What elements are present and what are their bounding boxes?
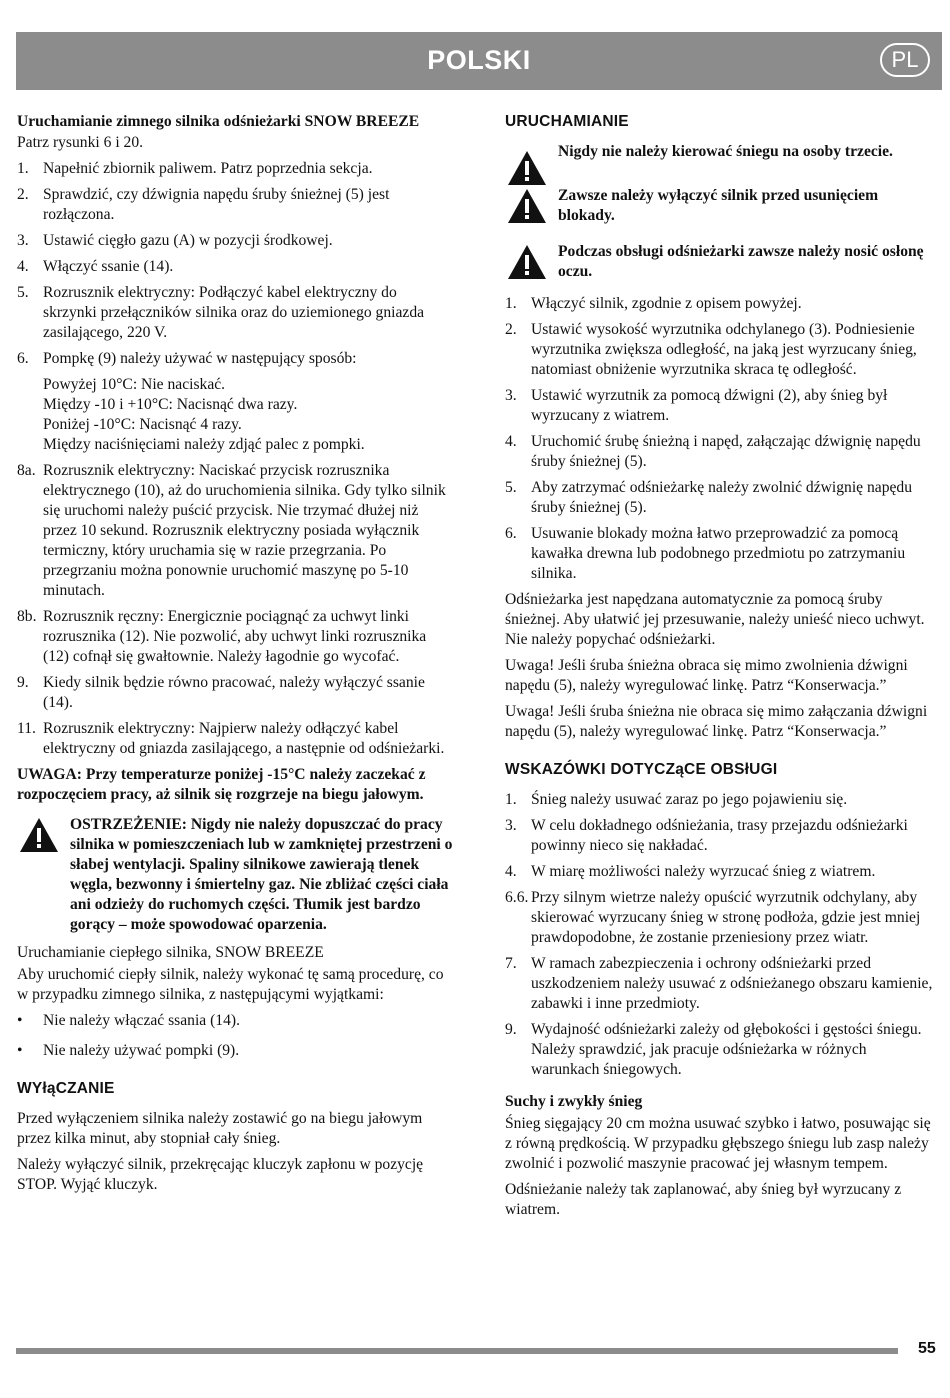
- bullet-item: • Nie należy włączać ssania (14).: [17, 1012, 240, 1029]
- warning-block: Podczas obsługi odśnieżarki zawsze należy nosić osłonę oczu.: [505, 242, 938, 286]
- list-item: 1. Śnieg należy usuwać zaraz po jego pojawieniu się.: [505, 791, 848, 808]
- list-item: 7. W ramach zabezpieczenia i ochrony odśnieżarki przed uszkodzeniem należy usuwać z odśnieżanego obszaru kamienie, zabawki i inne przedmioty.: [505, 955, 933, 1012]
- list-item: 6.6. Przy silnym wietrze należy opuścić wyrzutnik odchylany, aby skierować wyrzucany śnieg w stronę podłoża, gdzie jest mniej prawdopodobne, że zostanie przeniesiony przez wiatr.: [505, 889, 921, 946]
- right-column: [505, 112, 938, 1226]
- tips-heading: WSKAZÓWKI DOTYCZąCE OBSłUGI: [505, 761, 778, 778]
- dry-snow-paragraph: Śnieg sięgający 20 cm można usuwać szybko i łatwo, posuwając się z równą prędkością. W przypadku głębszego śniegu lub zasp należy zwolnić i pozwolić maszynie pracować jej własnym tempem.: [505, 1115, 931, 1172]
- shutdown-paragraph: Przed wyłączeniem silnika należy zostawić go na biegu jałowym przez kilka minut, aby stopniał cały śnieg.: [17, 1110, 423, 1147]
- run-paragraph: Uwaga! Jeśli śruba śnieżna obraca się mimo zwolnienia dźwigni napędu (5), należy wyregulować linkę. Patrz “Konserwacja.”: [505, 657, 908, 694]
- warning-icon: [507, 188, 547, 224]
- left-column: [17, 112, 453, 1201]
- dry-snow-paragraph: Odśnieżanie należy tak zaplanować, aby śnieg był wyrzucany z wiatrem.: [505, 1181, 902, 1218]
- warm-start-heading: Uruchamianie ciepłego silnika, SNOW BREEZE: [17, 944, 324, 961]
- warning-icon: [507, 244, 547, 280]
- run-heading: URUCHAMIANIE: [505, 113, 629, 130]
- list-item: 5. Aby zatrzymać odśnieżarkę należy zwolnić dźwignię napędu śruby śnieżnej (5).: [505, 479, 913, 516]
- list-item: 4. W miarę możliwości należy wyrzucać śnieg z wiatrem.: [505, 863, 876, 880]
- warning-block: Nigdy nie należy kierować śniegu na osoby trzecie.: [505, 142, 938, 178]
- uwaga-note: UWAGA: Przy temperaturze poniżej -15°C należy zaczekać z rozpoczęciem pracy, aż silnik się rozgrzeje na biegu jałowym.: [17, 766, 426, 803]
- list-item: 3. Ustawić wyrzutnik za pomocą dźwigni (2), aby śnieg był wyrzucany z wiatrem.: [505, 387, 888, 424]
- warning-block: Zawsze należy wyłączyć silnik przed usunięciem blokady.: [505, 186, 938, 230]
- run-paragraph: Odśnieżarka jest napędzana automatycznie za pomocą śruby śnieżnej. Aby ułatwić jej przesuwanie, należy unieść nieco uchwyt. Nie należy popychać odśnieżarki.: [505, 591, 925, 648]
- list-item: 4. Włączyć ssanie (14).: [17, 258, 174, 275]
- cold-start-intro: Patrz rysunki 6 i 20.: [17, 134, 144, 151]
- dry-snow-heading: Suchy i zwykły śnieg: [505, 1093, 643, 1110]
- footer-bar: [16, 1348, 898, 1354]
- warning-icon: [507, 150, 547, 186]
- language-badge: PL: [880, 43, 930, 77]
- list-item: 8a. Rozrusznik elektryczny: Naciskać przycisk rozrusznika elektrycznego (10), aż do uruchomienia silnika. Gdy tylko silnik się uruchomi należy puścić przycisk. Nie trzymać dłużej niż przez 10 sekund. Rozrusznik elektryczny posiada wyłącznik termiczny, który uruchamia się w razie przegrzania. Po przegrzaniu można ponownie uruchomić maszynę po 5-10 minutach.: [17, 462, 446, 599]
- list-item: 9. Kiedy silnik będzie równo pracować, należy wyłączyć ssanie (14).: [17, 674, 425, 711]
- page-title: POLSKI: [427, 45, 531, 75]
- list-item: 1. Włączyć silnik, zgodnie z opisem powyżej.: [505, 295, 802, 312]
- warm-start-text: Aby uruchomić ciepły silnik, należy wykonać tę samą procedurę, co w przypadku zimnego silnika, z następującymi wyjątkami:: [17, 966, 444, 1003]
- list-item: 5. Rozrusznik elektryczny: Podłączyć kabel elektryczny do skrzynki przełączników silnika oraz do uziemionego gniazda zasilającego, 220 V.: [17, 284, 425, 341]
- list-item: 4. Uruchomić śrubę śnieżną i napęd, załączając dźwignię napędu śruby śnieżnej (5).: [505, 433, 921, 470]
- list-item: 2. Ustawić wysokość wyrzutnika odchylanego (3). Podniesienie wyrzutnika zwiększa odległość, na jaką jest wyrzucany śnieg, natomiast obniżenie wyrzutnika skraca tę odległość.: [505, 321, 917, 378]
- shutdown-paragraph: Należy wyłączyć silnik, przekręcając kluczyk zapłonu w pozycję STOP. Wyjąć kluczyk.: [17, 1156, 424, 1193]
- run-paragraph: Uwaga! Jeśli śruba śnieżna nie obraca się mimo załączania dźwigni napędu (5), należy wyregulować linkę. Patrz “Konserwacja.”: [505, 703, 928, 740]
- pump-instructions: Powyżej 10°C: Nie naciskać. Między -10 i +10°C: Nacisnąć dwa razy. Poniżej -10°C: Nacisnąć 4 razy. Między naciśnięciami należy zdjąć palec z pompki.: [43, 376, 365, 453]
- list-item: 8b. Rozrusznik ręczny: Energicznie pociągnąć za uchwyt linki rozrusznika (12). Nie pozwolić, aby uchwyt linki rozrusznika (12) cofnął się gwałtownie. Należy łagodnie go wycofać.: [17, 608, 427, 665]
- list-item: 11. Rozrusznik elektryczny: Najpierw należy odłączyć kabel elektryczny od gniazda zasilającego, a następnie od odśnieżarki.: [17, 720, 445, 757]
- list-item: 1. Napełnić zbiornik paliwem. Patrz poprzednia sekcja.: [17, 160, 373, 177]
- page-header: [16, 32, 942, 90]
- shutdown-heading: WYłąCZANIE: [17, 1080, 115, 1097]
- list-item: 3. W celu dokładnego odśnieżania, trasy przejazdu odśnieżarki powinny nieco się nakładać.: [505, 817, 908, 854]
- list-item: 3. Ustawić cięgło gazu (A) w pozycji środkowej.: [17, 232, 333, 249]
- bullet-item: • Nie należy używać pompki (9).: [17, 1042, 240, 1059]
- list-item: 6. Usuwanie blokady można łatwo przeprowadzić za pomocą kawałka drewna lub podobnego przedmiotu po zatrzymaniu silnika.: [505, 525, 906, 582]
- warning-block: OSTRZEŻENIE: Nigdy nie należy dopuszczać do pracy silnika w pomieszczeniach lub w zamkniętej przestrzeni o słabej wentylacji. Spaliny silnikowe zawierają tlenek węgla, bezwonny i śmiertelny gaz. Nie zbliżać części ciała ani odzieży do ruchomych części. Tłumik jest bardzo gorący – może spowodować oparzenia.: [17, 815, 453, 935]
- list-item: 2. Sprawdzić, czy dźwignia napędu śruby śnieżnej (5) jest rozłączona.: [17, 186, 390, 223]
- cold-start-heading: Uruchamianie zimnego silnika odśnieżarki SNOW BREEZE: [17, 113, 420, 130]
- warning-icon: [19, 817, 59, 853]
- page-number: 55: [918, 1340, 936, 1357]
- list-item: 9. Wydajność odśnieżarki zależy od głębokości i gęstości śniegu. Należy sprawdzić, jak pracuje odśnieżarka w różnych warunkach śniegowych.: [505, 1021, 922, 1078]
- list-item: 6. Pompkę (9) należy używać w następujący sposób:: [17, 350, 357, 367]
